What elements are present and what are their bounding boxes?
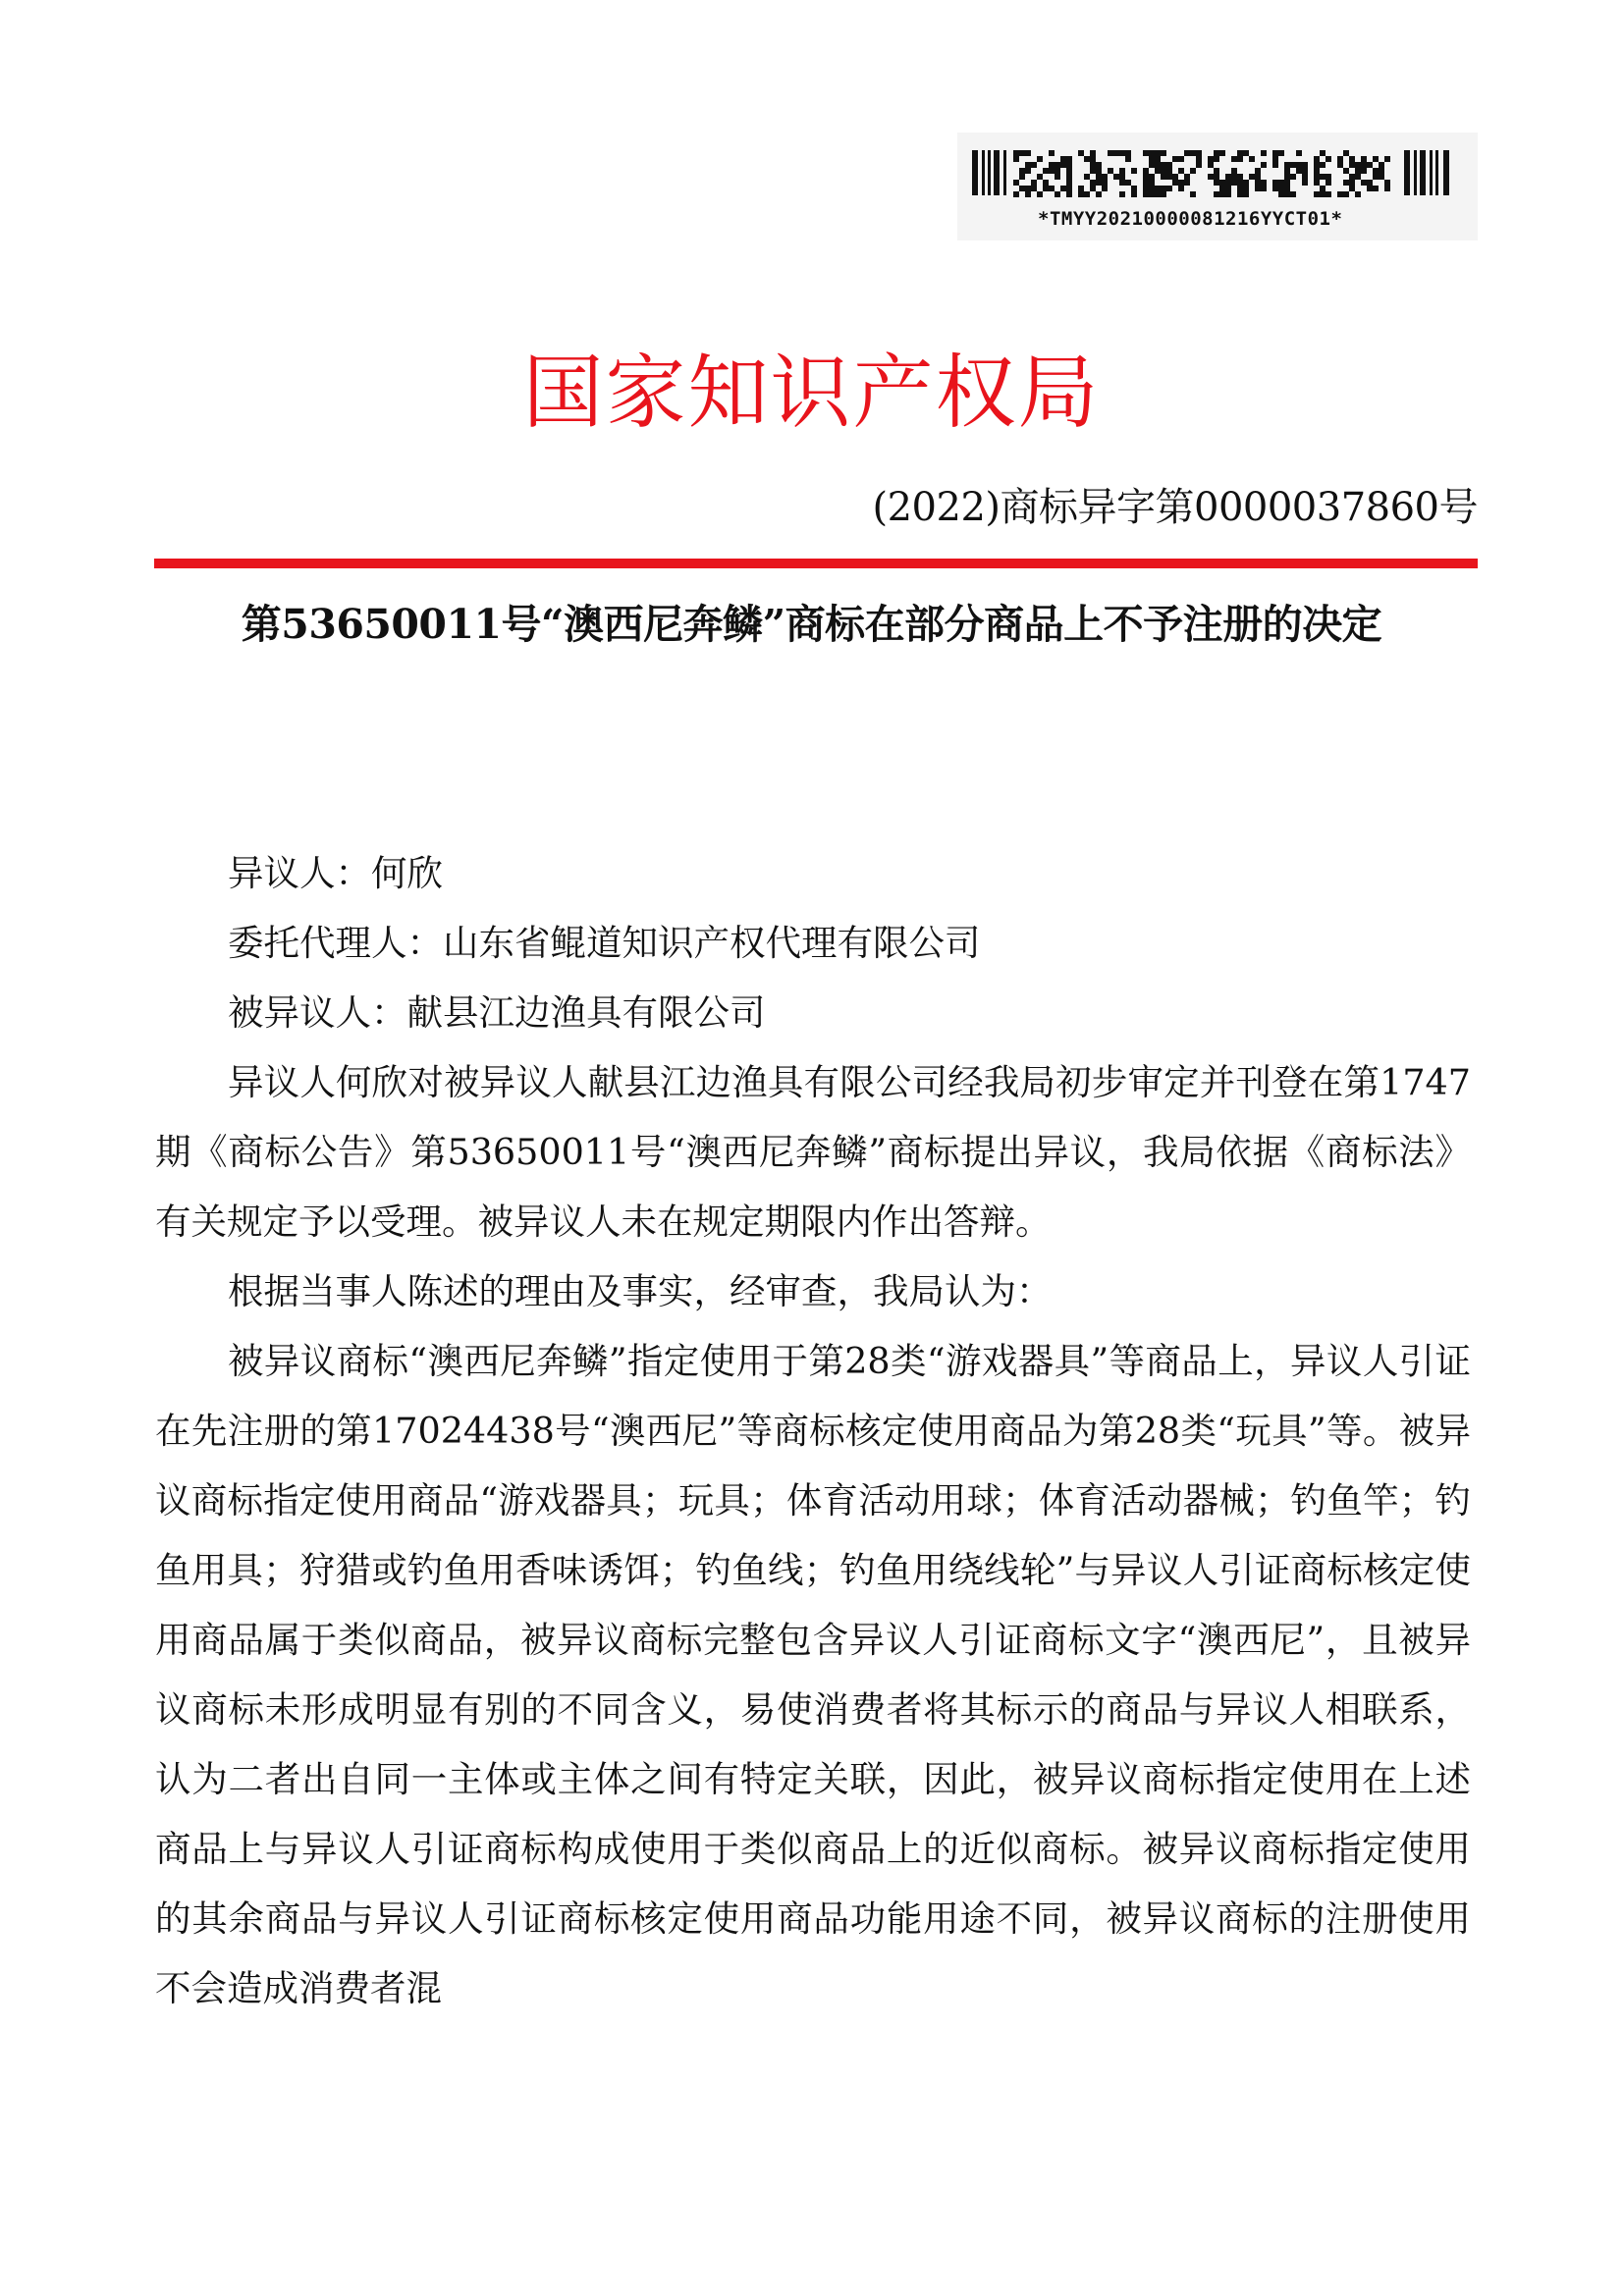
opponent-line: 异议人：何欣: [228, 852, 443, 894]
agency-title: 国家知识产权局: [522, 347, 1101, 440]
document-number: (2022)商标异字第0000037860号: [872, 485, 1478, 530]
body-paragraph-1: 异议人何欣对被异议人献县江边渔具有限公司经我局初步审定并刊登在第1747期《商标公告》第53650011号“澳西尼奔鳞”商标提出异议，我局依据《商标法》有关规定予以受理。被异议人未在规定期限内作出答辩。: [155, 1061, 1471, 1243]
barcode-graphic: [972, 150, 1463, 205]
decision-title: 第53650011号“澳西尼奔鳞”商标在部分商品上不予注册的决定: [241, 601, 1382, 648]
barcode-block: [957, 133, 1478, 240]
document-body: [155, 838, 1471, 2023]
body-paragraph-3: 被异议商标“澳西尼奔鳞”指定使用于第28类“游戏器具”等商品上，异议人引证在先注册的第17024438号“澳西尼”等商标核定使用商品为第28类“玩具”等。被异议商标指定使用商品“游戏器具；玩具；体育活动用球；体育活动器械；钓鱼竿；钓鱼用具；狩猎或钓鱼用香味诱饵；钓鱼线；钓鱼用绕线轮”与异议人引证商标核定使用商品属于类似商品，被异议商标完整包含异议人引证商标文字“澳西尼”，且被异议商标未形成明显有别的不同含义，易使消费者将其标示的商品与异议人相联系，认为二者出自同一主体或主体之间有特定关联，因此，被异议商标指定使用在上述商品上与异议人引证商标构成使用于类似商品上的近似商标。被异议商标指定使用的其余商品与异议人引证商标核定使用商品功能用途不同，被异议商标的注册使用不会造成消费者混: [155, 1340, 1471, 2009]
agent-line: 委托代理人：山东省鲲道知识产权代理有限公司: [228, 922, 981, 964]
body-paragraph-2: 根据当事人陈述的理由及事实，经审查，我局认为：: [228, 1270, 1053, 1312]
barcode-code-text: *TMYY20210000081216YYCT01*: [1038, 208, 1343, 230]
respondent-line: 被异议人：献县江边渔具有限公司: [228, 991, 766, 1034]
red-divider-rule: [154, 559, 1478, 568]
